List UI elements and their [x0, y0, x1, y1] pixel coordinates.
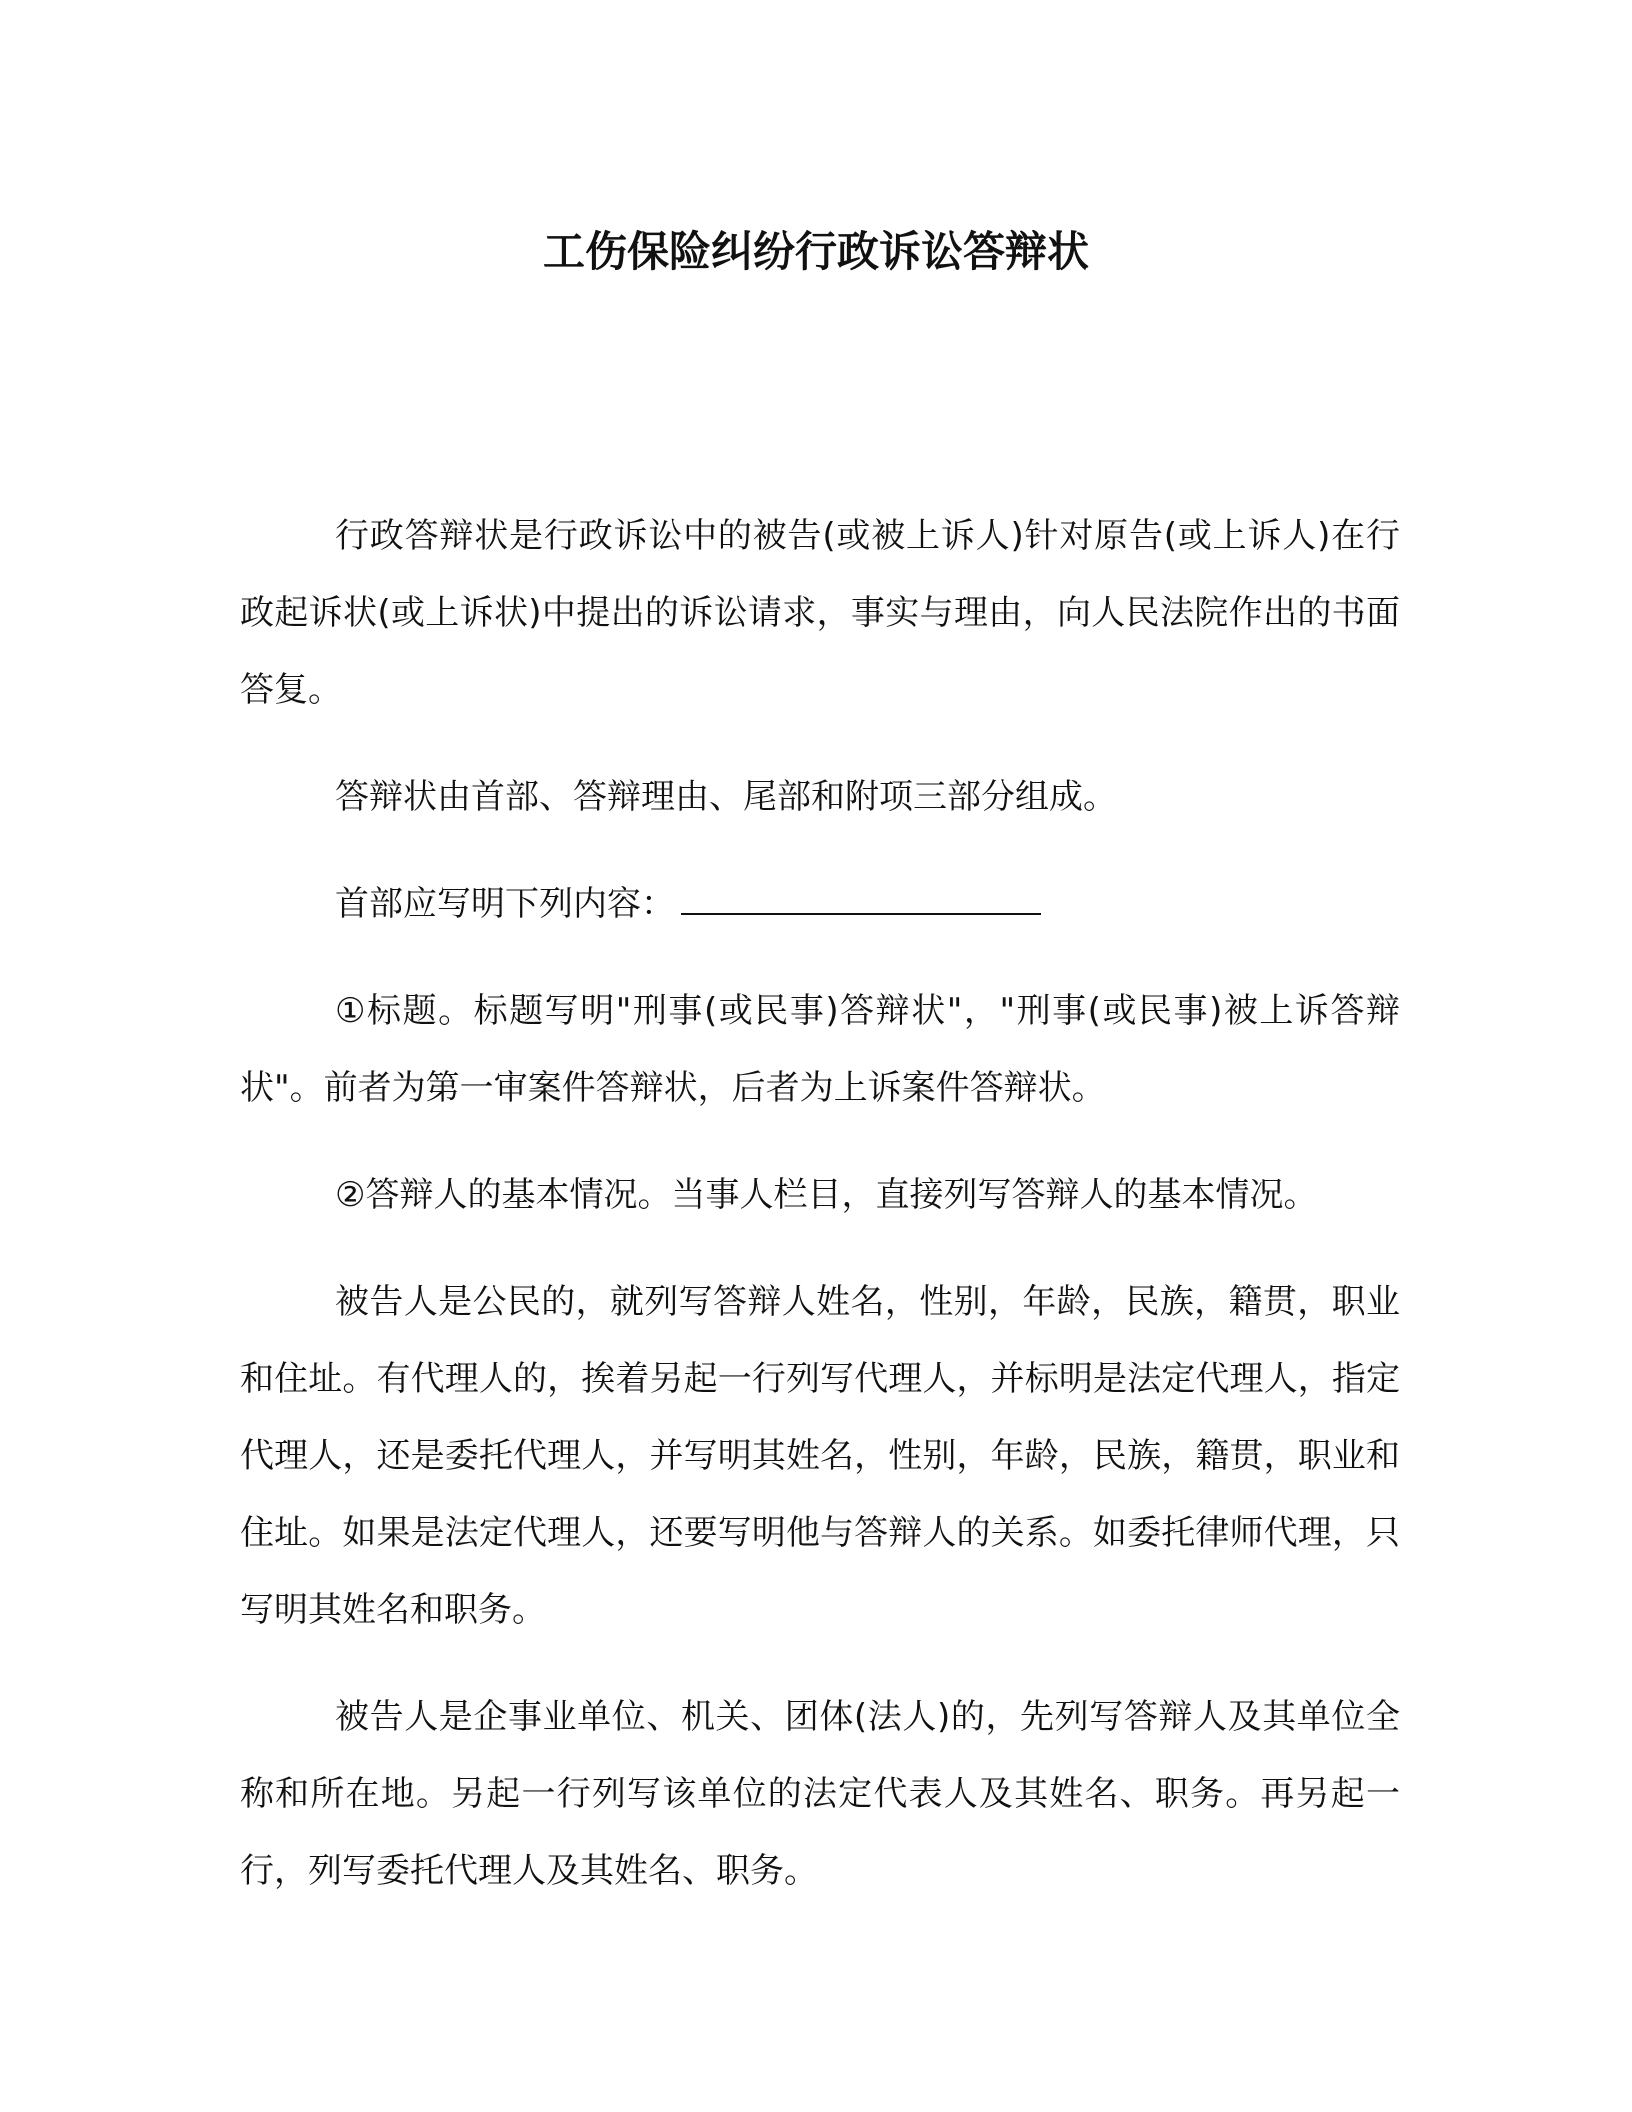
paragraph-item-title: ①标题。标题写明"刑事(或民事)答辩状"，"刑事(或民事)被上诉答辩状"。前者为第一审案件答辩状，后者为上诉案件答辩状。 — [240, 991, 1400, 1108]
fill-in-blank-line — [681, 881, 1041, 915]
paragraph-header-intro — [240, 866, 1400, 943]
paragraph-item-respondent: ②答辩人的基本情况。当事人栏目，直接列写答辩人的基本情况。 — [335, 1175, 1318, 1215]
header-intro-text: 首部应写明下列内容： — [335, 884, 675, 924]
document-body — [240, 498, 1400, 1940]
paragraph-definition: 行政答辩状是行政诉讼中的被告(或被上诉人)针对原告(或上诉人)在行政起诉状(或上诉状)中提出的诉讼请求，事实与理由，向人民法院作出的书面答复。 — [240, 516, 1400, 710]
paragraph-legal-person-defendant: 被告人是企事业单位、机关、团体(法人)的，先列写答辩人及其单位全称和所在地。另起一行列写该单位的法定代表人及其姓名、职务。再另起一行，列写委托代理人及其姓名、职务。 — [240, 1697, 1400, 1891]
paragraph-citizen-defendant: 被告人是公民的，就列写答辩人姓名，性别，年龄，民族，籍贯，职业和住址。有代理人的，挨着另起一行列写代理人，并标明是法定代理人，指定代理人，还是委托代理人，并写明其姓名，性别，年龄，民族，籍贯，职业和住址。如果是法定代理人，还要写明他与答辩人的关系。如委托律师代理，只写明其姓名和职务。 — [240, 1282, 1400, 1630]
paragraph-composition: 答辩状由首部、答辩理由、尾部和附项三部分组成。 — [335, 777, 1117, 817]
document-title: 工伤保险纠纷行政诉讼答辩状 — [542, 227, 1089, 276]
